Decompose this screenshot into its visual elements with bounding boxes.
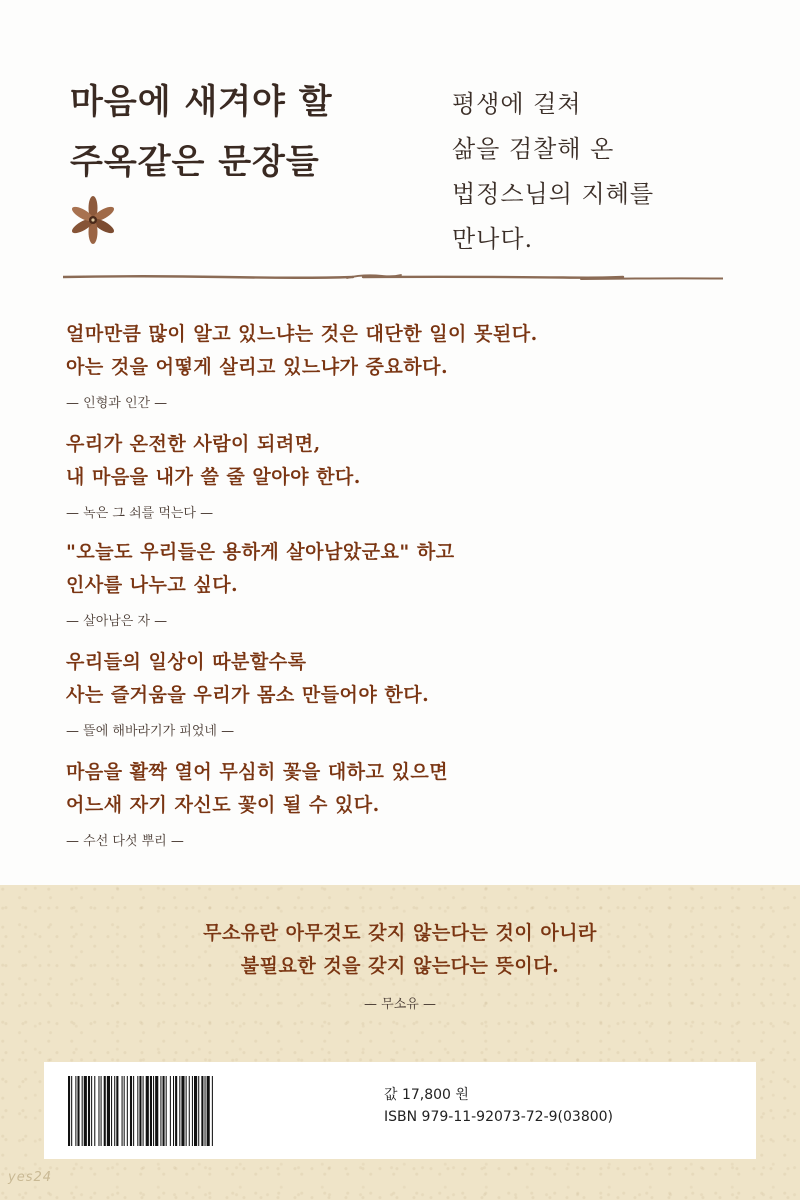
- price-info: [384, 1084, 613, 1128]
- quote-source: — 뜰에 해바라기가 피었네 —: [66, 724, 235, 739]
- quote-line: 아는 것을 어떻게 살리고 있느냐가 중요하다.: [66, 356, 449, 378]
- quote-source: — 수선 다섯 뿌리 —: [66, 834, 184, 849]
- quote-block: [66, 536, 746, 629]
- barcode-panel: [44, 1062, 756, 1159]
- quote-line: "오늘도 우리들은 용하게 살아남았군요" 하고: [66, 541, 455, 563]
- cover-subtitle: [452, 82, 654, 262]
- quote-line: 내 마음을 내가 쓸 줄 알아야 한다.: [66, 466, 361, 488]
- quote-block: [66, 756, 746, 849]
- highlight-quote-source: — 무소유 —: [364, 997, 436, 1012]
- watermark-logo: yes24: [8, 1170, 53, 1185]
- quote-line: 마음을 활짝 열어 무심히 꽃을 대하고 있으면: [66, 761, 449, 783]
- quote-line: 어느새 자기 자신도 꽃이 될 수 있다.: [66, 794, 380, 816]
- cover-subtitle-line: 법정스님의 지혜를: [452, 180, 655, 208]
- quote-line: 사는 즐거움을 우리가 몸소 만들어야 한다.: [66, 684, 430, 706]
- paper-texture-section: [0, 885, 800, 1200]
- quote-line: 우리들의 일상이 따분할수록: [66, 651, 307, 673]
- brush-divider: [63, 270, 723, 284]
- quote-source: — 인형과 인간 —: [66, 396, 168, 411]
- cover-subtitle-line: 삶을 검찰해 온: [452, 135, 615, 163]
- quote-block: [66, 428, 746, 521]
- highlight-quote: [0, 917, 800, 1012]
- cover-title: [70, 72, 333, 192]
- quote-source: — 살아남은 자 —: [66, 614, 168, 629]
- quote-line: 우리가 온전한 사람이 되려면,: [66, 433, 321, 455]
- price-label: 값 17,800 원: [384, 1087, 469, 1103]
- cover-subtitle-line: 만나다.: [452, 225, 534, 253]
- isbn-label: ISBN 979-11-92073-72-9(03800): [384, 1109, 614, 1125]
- quote-line: 얼마만큼 많이 알고 있느냐는 것은 대단한 일이 못된다.: [66, 323, 538, 345]
- quote-source: — 녹은 그 쇠를 먹는다 —: [66, 506, 214, 521]
- cover-title-line: 주옥같은 문장들: [70, 142, 320, 182]
- flower-icon: [68, 194, 118, 244]
- highlight-quote-line: 무소유란 아무것도 갖지 않는다는 것이 아니라: [203, 922, 597, 944]
- cover-subtitle-line: 평생에 걸쳐: [452, 90, 582, 118]
- quote-block: [66, 646, 746, 739]
- barcode-image: [66, 1076, 364, 1146]
- highlight-quote-line: 불필요한 것을 갖지 않는다는 뜻이다.: [240, 955, 560, 977]
- cover-title-line: 마음에 새겨야 할: [70, 82, 333, 122]
- quote-block: [66, 318, 746, 411]
- quote-line: 인사를 나누고 싶다.: [66, 574, 239, 596]
